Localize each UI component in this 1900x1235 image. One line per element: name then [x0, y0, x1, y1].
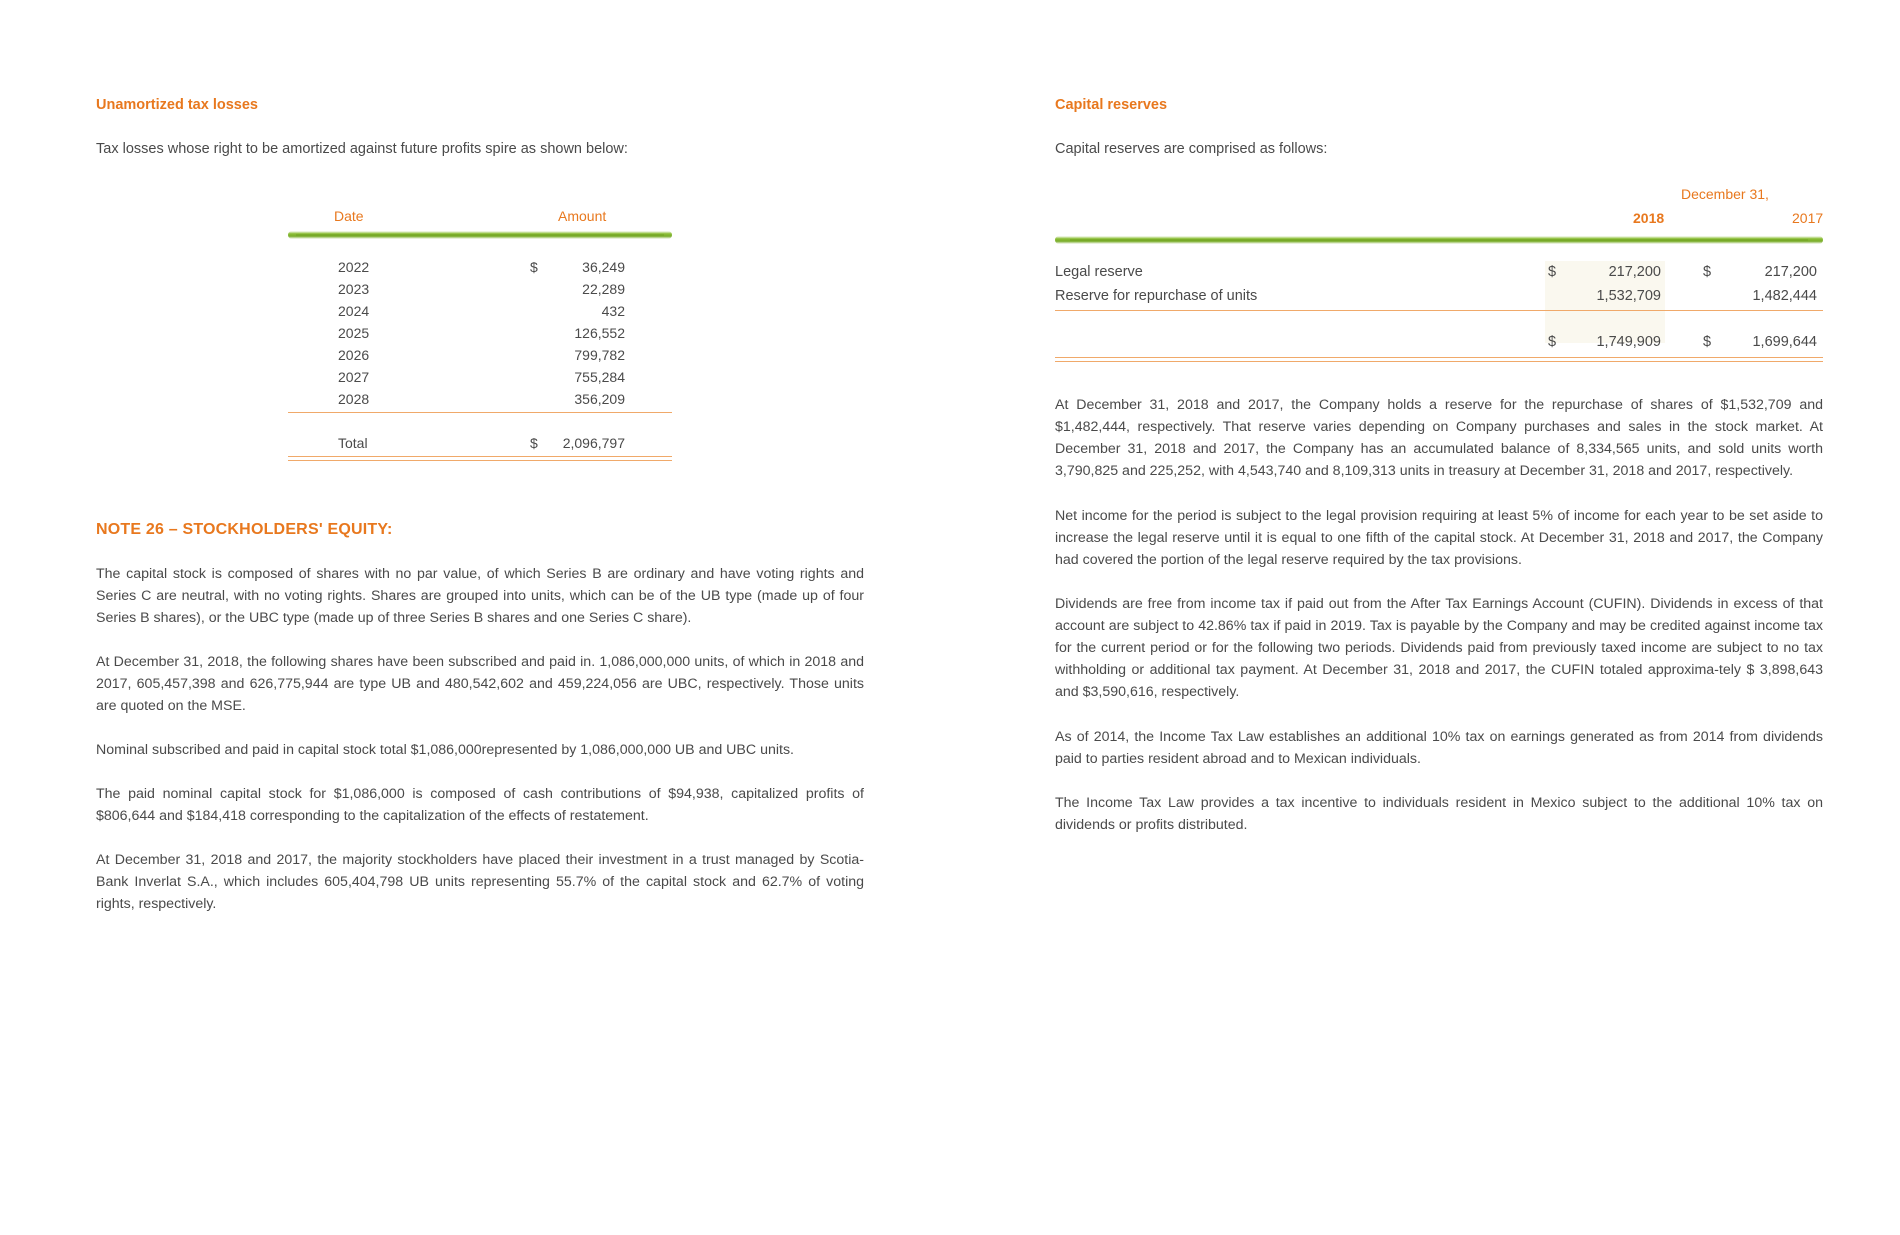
table-row [288, 303, 672, 325]
table-row [288, 391, 672, 413]
row-amount: 755,284 [574, 369, 625, 385]
total-value-2018: 1,749,909 [1596, 334, 1661, 350]
total-value-2017: 1,699,644 [1752, 334, 1817, 350]
row-amount: 22,289 [582, 281, 625, 297]
paragraph-tax-incentive: The Income Tax Law provides a tax incentive to individuals resident in Mexico subject to the additional 10% tax on dividends or profits distributed. [1055, 795, 1823, 833]
row-value-2018: 217,200 [1608, 264, 1661, 280]
paragraph-capital-stock: The capital stock is composed of shares with no par value, of which Series B are ordinary and have voting rights and Series C are neutral, with no voting rights. Shares are grouped into units, which can be of the UB type (made up of four Series B shares), or the UBC type (made up of three Series B shares and one Series C share). [96, 566, 864, 626]
total-row [1055, 334, 1823, 358]
table-row [288, 369, 672, 391]
row-date: 2024 [338, 303, 370, 319]
currency-symbol: $ [530, 435, 538, 451]
row-amount: 126,552 [574, 325, 625, 341]
tax-losses-title: Unamortized tax losses [96, 97, 258, 113]
capital-reserves-intro: Capital reserves are comprised as follows: [1055, 141, 1328, 157]
currency-symbol: $ [1548, 334, 1557, 350]
currency-symbol: $ [1703, 264, 1712, 280]
row-date: 2028 [338, 391, 370, 407]
row-value-2018: 1,532,709 [1596, 288, 1661, 304]
total-double-rule [288, 456, 672, 461]
year-header-2017: 2017 [1792, 210, 1824, 226]
row-amount: 799,782 [574, 347, 625, 363]
capital-reserves-title: Capital reserves [1055, 97, 1168, 113]
paragraph-nominal-capital: Nominal subscribed and paid in capital stock total $1,086,000represented by 1,086,000,000 UB and UBC units. [96, 742, 794, 758]
row-date: 2023 [338, 281, 370, 297]
tax-losses-intro: Tax losses whose right to be amortized against future profits spire as shown below: [96, 141, 628, 157]
row-value-2017: 217,200 [1764, 264, 1817, 280]
paragraph-repurchase-reserve: At December 31, 2018 and 2017, the Company holds a reserve for the repurchase of shares of $1,532,709 and $1,482,444, respectively. That reserve varies depending on Company purchases and sales in the stock market. At December 31, 2018 and 2017, the Company has an accumulated balance of 8,334,565 units, and sold units worth 3,790,825 and 225,252, with 4,543,740 and 8,109,313 units in treasury at December 31, 2018 and 2017, respectively. [1055, 397, 1823, 479]
total-amount: 2,096,797 [562, 435, 625, 451]
currency-symbol: $ [1703, 334, 1712, 350]
column-header-date: Date [334, 208, 364, 224]
subtotal-rule [1055, 310, 1823, 311]
row-amount: 356,209 [574, 391, 625, 407]
row-label: Legal reserve [1055, 264, 1143, 280]
paragraph-additional-tax: As of 2014, the Income Tax Law establishes an additional 10% tax on earnings generated as from 2014 from dividends paid to parties resident abroad and to Mexican individuals. [1055, 729, 1823, 767]
paragraph-paid-capital: The paid nominal capital stock for $1,086,000 is composed of cash contributions of $94,938, capitalized profits of $806,644 and $184,418 corresponding to the capitalization of the effects of restatement. [96, 786, 864, 824]
row-amount: 432 [601, 303, 625, 319]
table-row [1055, 264, 1823, 288]
period-header: December 31, [1681, 186, 1769, 202]
table-row [288, 347, 672, 369]
currency-symbol: $ [1548, 264, 1557, 280]
paragraph-dividends-cufin: Dividends are free from income tax if paid out from the After Tax Earnings Account (CUFIN). Dividends in excess of that account are subject to 42.86% tax if paid in 2019. Tax is payable by the Company and may be credited against income tax for the current period or for the following two periods. Dividends paid from previously taxed income are subject to no tax withholding or additional tax payment. At December 31, 2018 and 2017, the CUFIN totaled approxima-tely $ 3,898,643 and $3,590,616, respectively. [1055, 596, 1823, 700]
row-amount: 36,249 [582, 259, 625, 275]
total-double-rule [1055, 357, 1823, 362]
table-row [288, 325, 672, 347]
header-brush-rule [1055, 236, 1823, 244]
capital-reserves-table [1055, 180, 1823, 365]
paragraph-majority-stockholders: At December 31, 2018 and 2017, the majority stockholders have placed their investment in a trust managed by Scotia-Bank Inverlat S.A., which includes 605,404,798 UB units representing 55.7% of the capital stock and 62.7% of voting rights, respectively. [96, 852, 864, 912]
paragraph-shares-subscribed: At December 31, 2018, the following shares have been subscribed and paid in. 1,086,000,000 units, of which in 2018 and 2017, 605,457,398 and 626,775,944 are type UB and 480,542,602 and 459,224,056 are UBC, respectively. Those units are quoted on the MSE. [96, 654, 864, 714]
row-date: 2022 [338, 259, 370, 275]
table-row [288, 259, 672, 281]
row-label: Reserve for repurchase of units [1055, 288, 1258, 304]
header-brush-rule [288, 231, 672, 239]
row-date: 2027 [338, 369, 370, 385]
year-header-2018: 2018 [1633, 210, 1665, 226]
row-date: 2026 [338, 347, 370, 363]
tax-losses-table [288, 200, 672, 470]
row-date: 2025 [338, 325, 370, 341]
paragraph-legal-reserve: Net income for the period is subject to the legal provision requiring at least 5% of income for each year to be set aside to increase the legal reserve until it is equal to one fifth of the capital stock. At December 31, 2018 and 2017, the Company had covered the portion of the legal reserve required by the tax provisions. [1055, 508, 1823, 568]
total-row [288, 435, 672, 457]
row-value-2017: 1,482,444 [1752, 288, 1817, 304]
note-26-heading: NOTE 26 – STOCKHOLDERS' EQUITY: [96, 521, 393, 538]
currency-symbol: $ [530, 259, 538, 275]
subtotal-rule [288, 412, 672, 413]
table-row [1055, 288, 1823, 312]
total-label: Total [338, 435, 368, 451]
table-row [288, 281, 672, 303]
column-header-amount: Amount [558, 208, 607, 224]
